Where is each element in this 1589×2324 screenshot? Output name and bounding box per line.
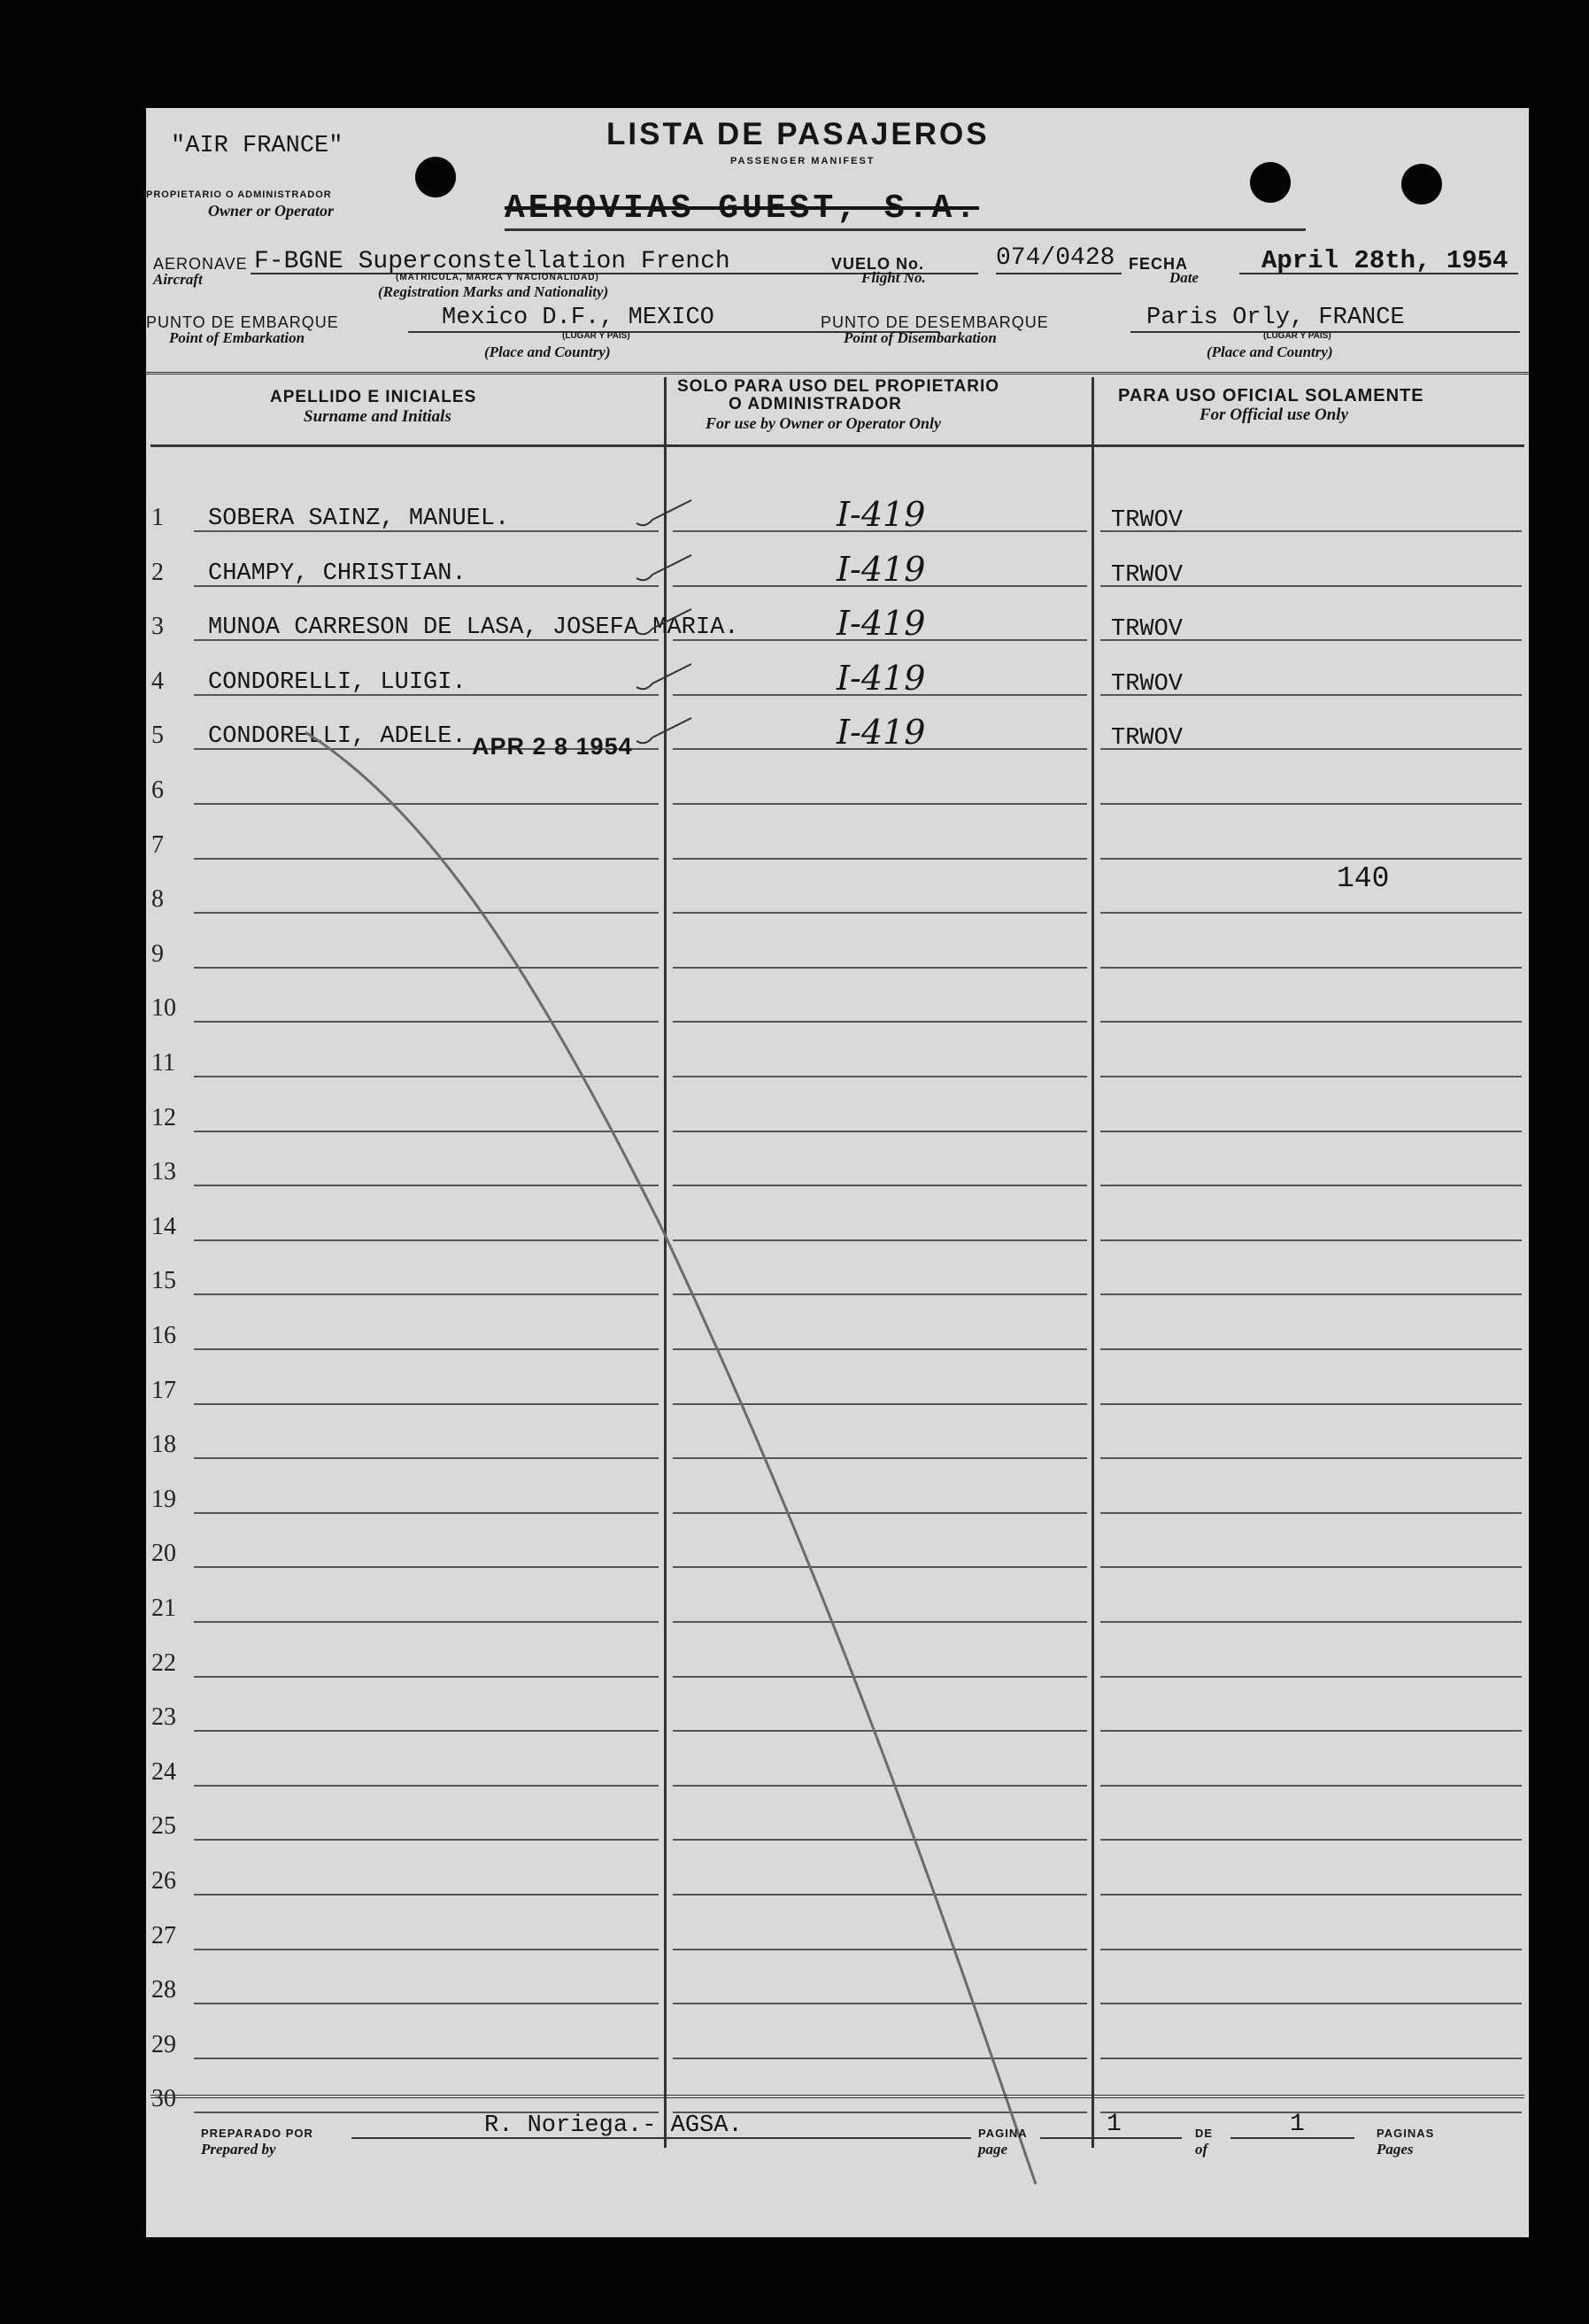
punch-hole-edge	[1543, 568, 1570, 648]
pencil-line	[146, 108, 1529, 2237]
date-label-es: FECHA	[1129, 255, 1188, 273]
operator-label-es: PROPIETARIO O ADMINISTRADOR	[146, 189, 332, 200]
row-number: 2	[151, 558, 164, 586]
of-value: 1	[1290, 2111, 1305, 2138]
embark-label-en: Point of Embarkation	[169, 329, 305, 346]
row-number: 7	[151, 830, 164, 859]
embark-note-en: (Place and Country)	[484, 344, 611, 360]
prepared-label-es: PREPARADO POR	[201, 2127, 313, 2140]
flight-value: 074/0428	[996, 244, 1115, 272]
pages-label-en: Pages	[1377, 2141, 1414, 2158]
row-number: 11	[151, 1049, 175, 1077]
row-number: 6	[151, 776, 164, 804]
row-number: 19	[151, 1485, 176, 1513]
column-header-operator-es-2: O ADMINISTRADOR	[729, 395, 902, 413]
aircraft-label-es: AERONAVE	[153, 255, 248, 273]
page-underline	[1040, 2137, 1182, 2139]
aircraft-note-es: (MATRICULA, MARCA Y NACIONALIDAD)	[396, 273, 599, 282]
official-code: TRWOV	[1111, 561, 1184, 589]
aircraft-value: F-BGNE Superconstellation French	[254, 248, 730, 275]
row-number: 9	[151, 939, 164, 968]
row-number: 27	[151, 1921, 176, 1950]
of-underline	[1230, 2137, 1354, 2139]
aircraft-label-en: Aircraft	[153, 271, 203, 288]
flight-label-es: VUELO No.	[831, 255, 925, 273]
manifest-subtitle: PASSENGER MANIFEST	[730, 156, 875, 166]
row-number: 26	[151, 1867, 176, 1895]
disembark-note-es: (LUGAR Y PAIS)	[1263, 331, 1331, 341]
column-header-operator-es-1: SOLO PARA USO DEL PROPIETARIO	[677, 377, 999, 396]
passenger-name: CONDORELLI, LUIGI.	[208, 668, 467, 696]
row-number: 22	[151, 1648, 176, 1677]
column-header-operator-en: For use by Owner or Operator Only	[706, 414, 942, 432]
table-bottom-rule	[150, 2095, 1524, 2098]
prepared-label-en: Prepared by	[201, 2141, 276, 2158]
operator-code: I-419	[837, 658, 926, 698]
page-value: 1	[1107, 2111, 1122, 2138]
prepared-underline	[351, 2137, 971, 2139]
row-number: 29	[151, 2030, 176, 2058]
row-number: 16	[151, 1322, 176, 1349]
passenger-name: CHAMPY, CHRISTIAN.	[208, 560, 467, 587]
row-number: 21	[151, 1594, 176, 1622]
operator-code: I-419	[837, 604, 926, 644]
manifest-sheet	[146, 108, 1529, 2237]
disembark-label-en: Point of Disembarkation	[844, 329, 997, 346]
column-header-official-en: For Official use Only	[1199, 405, 1349, 424]
official-code: TRWOV	[1111, 725, 1184, 753]
operator-code: I-419	[837, 549, 926, 589]
column-header-surname-en: Surname and Initials	[304, 407, 451, 426]
page-label-es: PAGINA	[978, 2127, 1028, 2140]
date-label-en: Date	[1169, 269, 1199, 286]
disembark-label-es: PUNTO DE DESEMBARQUE	[821, 313, 1049, 331]
of-label-en: of	[1195, 2141, 1208, 2158]
row-number: 30	[151, 2085, 176, 2113]
row-number: 10	[151, 994, 176, 1023]
disembark-note-en: (Place and Country)	[1207, 344, 1333, 360]
row-number: 20	[151, 1540, 176, 1568]
page-label-en: page	[978, 2141, 1008, 2158]
operator-label-en: Owner or Operator	[208, 202, 335, 220]
row-number: 1	[151, 504, 164, 531]
date-value: April 28th, 1954	[1261, 246, 1508, 275]
row-number: 14	[151, 1212, 176, 1240]
official-code: TRWOV	[1111, 616, 1184, 644]
operator-code: I-419	[837, 495, 926, 534]
row-number: 5	[151, 722, 164, 750]
date-stamp: APR 2 8 1954	[472, 733, 633, 760]
struck-operator-text: AEROVIAS GUEST, S.A.	[505, 189, 980, 228]
disembark-value: Paris Orly, FRANCE	[1146, 305, 1405, 331]
row-number: 17	[151, 1376, 176, 1404]
row-number: 24	[151, 1757, 176, 1786]
column-header-official-es: PARA USO OFICIAL SOLAMENTE	[1118, 386, 1424, 405]
passenger-name: CONDORELLI, ADELE.	[208, 723, 467, 751]
manifest-title: LISTA DE PASAJEROS	[606, 117, 990, 151]
pages-label-es: PAGINAS	[1377, 2127, 1435, 2140]
row-number: 15	[151, 1267, 176, 1295]
passenger-name: MUNOA CARRESON DE LASA, JOSEFA MARIA.	[208, 614, 739, 642]
official-code: TRWOV	[1111, 670, 1184, 698]
row-number: 3	[151, 613, 164, 641]
column-header-surname-es: APELLIDO E INICIALES	[270, 388, 477, 406]
row-number: 25	[151, 1812, 176, 1841]
operator-value: "AIR FRANCE"	[171, 133, 343, 159]
flight-label-en: Flight No.	[861, 269, 926, 286]
embark-note-es: (LUGAR Y PAIS)	[562, 331, 630, 341]
embark-value: Mexico D.F., MEXICO	[442, 305, 714, 331]
passenger-name: SOBERA SAINZ, MANUEL.	[208, 506, 510, 532]
aircraft-note-en: (Registration Marks and Nationality)	[378, 283, 609, 300]
official-code: TRWOV	[1111, 507, 1184, 534]
row-number: 8	[151, 885, 164, 914]
row-number: 13	[151, 1158, 176, 1186]
operator-code: I-419	[837, 713, 926, 753]
official-number: 140	[1337, 862, 1390, 895]
row-number: 12	[151, 1103, 176, 1131]
of-label-es: DE	[1195, 2127, 1214, 2140]
row-number: 28	[151, 1976, 176, 2004]
row-number: 18	[151, 1431, 176, 1459]
prepared-value: R. Noriega.- AGSA.	[484, 2112, 743, 2139]
embark-label-es: PUNTO DE EMBARQUE	[146, 313, 339, 331]
row-number: 23	[151, 1703, 176, 1732]
row-number: 4	[151, 667, 164, 695]
